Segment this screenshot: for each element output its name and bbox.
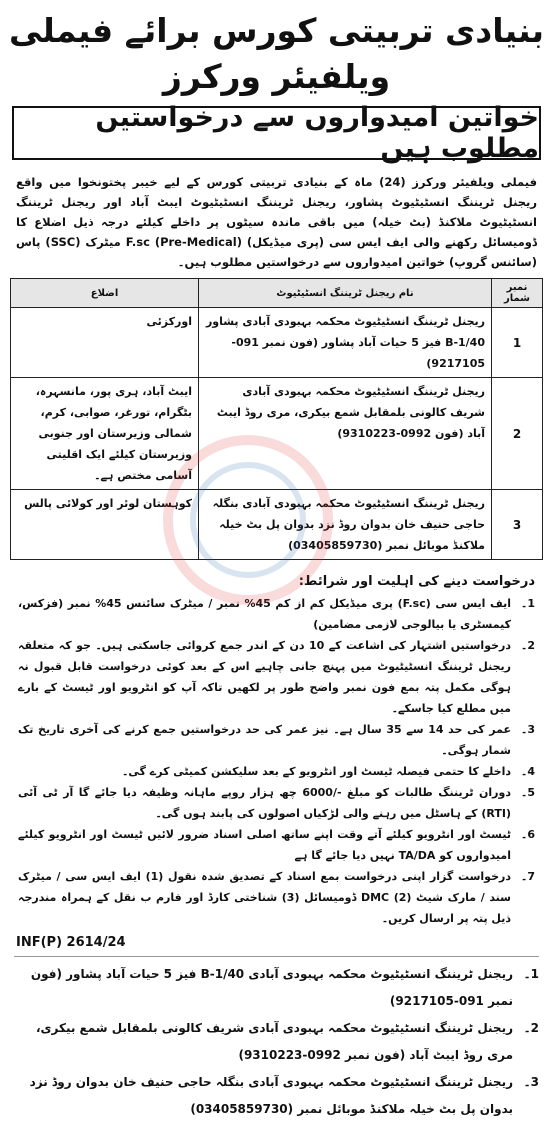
table-row [11, 378, 543, 490]
item-text: ریجنل ٹریننگ انسٹیٹیوٹ محکمہ بہبودی آبادی شریف کالونی بلمقابل شمع بیکری، مری روڈ ایبٹ آباد (فون نمبر 0992-9310223) [35, 1021, 513, 1062]
row-institute: ریجنل ٹریننگ انسٹیٹیوٹ محکمہ بہبودی آبادی پشاور B-1/40 فیز 5 حیات آباد پشاور (فون نمبر 091-9217105) [199, 308, 492, 378]
list-item [18, 593, 535, 635]
item-number: 4۔ [520, 765, 535, 778]
item-number: 3۔ [523, 1075, 539, 1089]
conditions-list [18, 593, 535, 929]
ad-subtitle-box [12, 102, 541, 164]
intro-paragraph: فیملی ویلفیئر ورکرز (24) ماہ کے بنیادی تربیتی کورس کے لیے خیبر پختونخوا میں واقع ریجنل ٹریننگ انسٹیٹیوٹ پشاور، ریجنل ٹریننگ انسٹیٹیوٹ ایبٹ آباد اور ریجنل ٹریننگ انسٹیٹیوٹ ملاکنڈ (بٹ خیلہ) میں باقی ماندہ سیٹوں پر داخلے کیلئے درجہ ذیل اضلاع کا ڈومیسائل رکھنے والی ایف ایس سی (پری میڈیکل) F.sc (Pre-Medical) میٹرک (SSC) پاس (سائنس گروپ) خواتین امیدواروں سے درخواستیں مطلوب ہیں۔ [16, 175, 538, 269]
item-number: 2۔ [523, 1021, 539, 1035]
header-districts: اضلاع [11, 279, 199, 308]
row-institute: ریجنل ٹریننگ انسٹیٹیوٹ محکمہ بہبودی آبادی بنگلہ حاجی حنیف خان بدوان روڈ نزد بدوان پل بٹ خیلہ ملاکنڈ موبائل نمبر (03405859730) [199, 490, 492, 560]
header-num: نمبر شمار [492, 279, 543, 308]
table-row [11, 490, 543, 560]
table-header-row [11, 279, 543, 308]
item-number: 2۔ [520, 639, 535, 652]
institutes-table [10, 278, 543, 560]
item-number: 6۔ [520, 828, 535, 841]
list-item [18, 719, 535, 761]
item-text: ریجنل ٹریننگ انسٹیٹیوٹ محکمہ بہبودی آبادی B-1/40 فیز 5 حیات آباد پشاور (فون نمبر 091-9217105) [30, 967, 513, 1008]
list-item [18, 761, 535, 782]
row-num: 1 [492, 308, 543, 378]
row-institute: ریجنل ٹریننگ انسٹیٹیوٹ محکمہ بہبودی آبادی شریف کالونی بلمقابل شمع بیکری، مری روڈ ایبٹ آباد (فون 0992-9310223) [199, 378, 492, 490]
item-text: عمر کی حد 14 سے 35 سال ہے۔ نیز عمر کی حد درخواستیں جمع کرنے کی آخری تاریخ تک شمار ہوگی۔ [18, 723, 512, 757]
inf-code: INF(P) 2614/24 [16, 935, 126, 950]
row-districts: کوہستان لوئر اور کولائی پالس [11, 490, 199, 560]
item-text: داخلے کا حتمی فیصلہ ٹیسٹ اور انٹرویو کے بعد سلیکشن کمیٹی کرے گی۔ [121, 765, 511, 778]
item-text: درخواست گزار اپنی درخواست بمع اسناد کے تصدیق شدہ نقول (1) ایف ایس سی / میٹرک سند / مارک شیٹ DMC (2) ڈومیسائل (3) شناختی کارڈ اور فارم ب نقل کے ہمراہ مندرجہ ذیل پتہ پر ارسال کریں۔ [18, 870, 511, 925]
item-number: 3۔ [520, 723, 535, 736]
ad-title: بنیادی تربیتی کورس برائے فیملی ویلفیئر ورکرز [9, 11, 544, 96]
header-institute: نام ریجنل ٹریننگ انسٹیٹیوٹ [199, 279, 492, 308]
list-item [18, 782, 535, 824]
conditions-title: درخواست دینے کی اہلیت اور شرائط: [298, 574, 535, 589]
list-item [18, 635, 535, 719]
item-text: ٹیسٹ اور انٹرویو کیلئے آتے وقت اپنے ساتھ اصلی اسناد ضرور لائیں ٹیسٹ اور انٹرویو کیلئے امیدواروں کو TA/DA نہیں دیا جائے گا ہے [18, 828, 511, 862]
list-item [14, 1069, 539, 1123]
item-text: درخواستیں اشتہار کی اشاعت کے 10 دن کے اندر جمع کروائی جاسکتی ہیں۔ جو کہ متعلقہ ریجنل ٹریننگ انسٹیٹیوٹ میں پہنچ جانی چاہیے اس کے بعد کوئی درخواست قابل قبول نہ ہوگی مکمل پتہ بمع فون نمبر واضح طور پر لکھیں تاکہ آپ کو انٹرویو اور ٹیسٹ کے بارے میں مطلع کیا جاسکے۔ [18, 639, 511, 715]
row-num: 2 [492, 378, 543, 490]
item-text: دوران ٹریننگ طالبات کو مبلغ -/6000 چھ ہزار روپے ماہانہ وظیفہ دیا جائے گا آر ٹی آئی (RTI) کے ہاسٹل میں رہنے والی لڑکیاں اصولوں کی پابند ہوں گی۔ [18, 786, 511, 820]
list-item [14, 961, 539, 1015]
item-text: ریجنل ٹریننگ انسٹیٹیوٹ محکمہ بہبودی آبادی بنگلہ حاجی حنیف خان بدوان روڈ نزد بدوان پل بٹ خیلہ ملاکنڈ موبائل نمبر (03405859730) [29, 1075, 513, 1116]
item-number: 1۔ [523, 967, 539, 981]
row-districts: ایبٹ آباد، ہری پور، مانسہرہ، بٹگرام، تورغر، صوابی، کرم، شمالی وزیرستان اور جنوبی وزیرستان کیلئے ایک اقلیتی آسامی مختص ہے۔ [11, 378, 199, 490]
list-item [18, 866, 535, 929]
item-number: 1۔ [520, 597, 535, 610]
addresses-list [14, 956, 539, 1123]
item-number: 5۔ [520, 786, 535, 799]
table-row [11, 308, 543, 378]
list-item [14, 1015, 539, 1069]
row-num: 3 [492, 490, 543, 560]
ad-subtitle: خواتین امیدواروں سے درخواستیں مطلوب ہیں [95, 102, 539, 164]
item-number: 7۔ [520, 870, 535, 883]
item-text: ایف ایس سی (F.sc) پری میڈیکل کم از کم 45% نمبر / میٹرک سائنس 45% نمبر (فزکس، کیمسٹری یا بیالوجی لازمی مضامین) [18, 597, 511, 631]
list-item [18, 824, 535, 866]
row-districts: اورکزئی [11, 308, 199, 378]
